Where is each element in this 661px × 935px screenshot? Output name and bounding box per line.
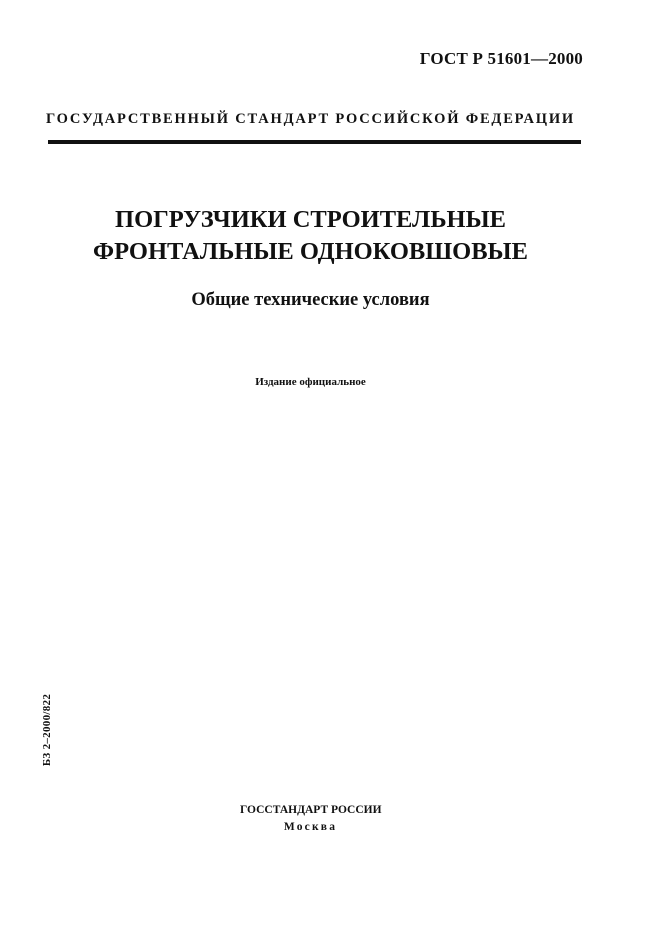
edition-note: Издание официальное [255,376,366,388]
standard-header: ГОСУДАРСТВЕННЫЙ СТАНДАРТ РОССИЙСКОЙ ФЕДЕРАЦИИ [45,111,575,127]
side-code: БЗ 2–2000/822 [41,693,53,767]
document-title [40,204,581,268]
publisher-block [240,802,381,836]
publisher-city: Москва [283,821,338,833]
document-number: ГОСТ Р 51601—2000 [419,49,583,68]
title-line-2: ФРОНТАЛЬНЫЕ ОДНОКОВШОВЫЕ [93,238,528,265]
title-line-1: ПОГРУЗЧИКИ СТРОИТЕЛЬНЫЕ [115,206,506,233]
header-divider [48,140,581,144]
publisher-org: ГОССТАНДАРТ РОССИИ [240,804,382,816]
document-subtitle: Общие технические условия [191,290,430,310]
